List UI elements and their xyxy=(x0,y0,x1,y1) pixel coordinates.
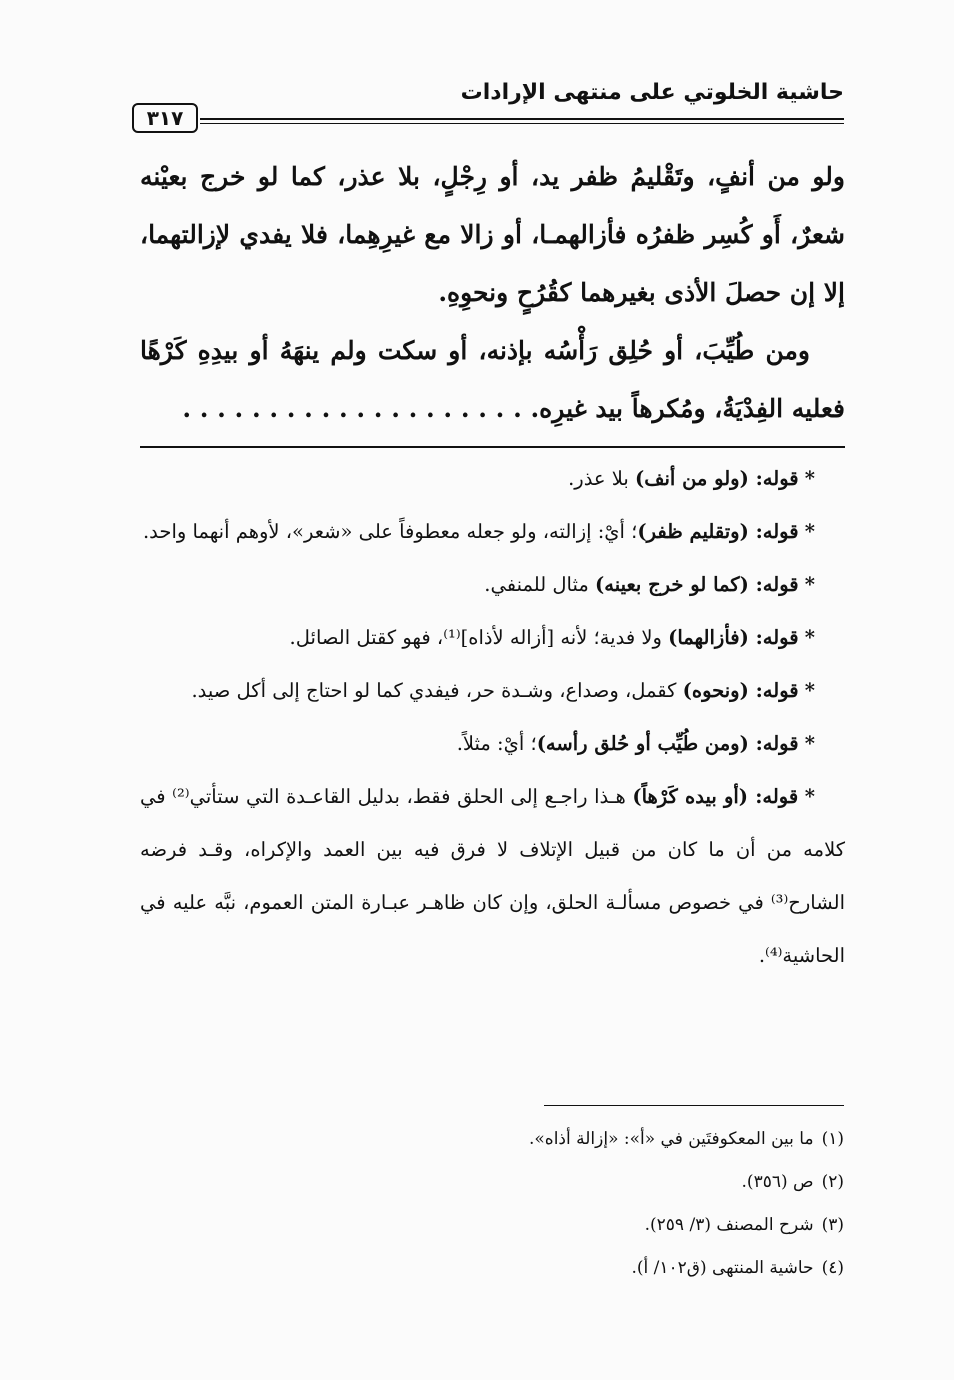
running-header-title: حاشية الخلوتي على منتهى الإرادات xyxy=(460,80,844,105)
footnote xyxy=(144,1247,844,1290)
bullet-star-icon: * xyxy=(804,520,815,543)
page-number: ٣١٧ xyxy=(132,103,198,133)
footnote-text: ص (٣٥٦). xyxy=(741,1172,814,1192)
footnote xyxy=(144,1118,844,1161)
commentary-lead: قوله: (كما لو خرج بعينه) xyxy=(595,573,799,596)
footnotes xyxy=(144,1118,844,1290)
bullet-star-icon: * xyxy=(804,732,815,755)
footnote-number: (٣) xyxy=(821,1215,844,1235)
commentary-lead: قوله: (ومن طُيِّب أو حُلق رأسه) xyxy=(536,732,799,755)
commentary-item xyxy=(140,611,845,664)
commentary-item xyxy=(140,770,845,982)
commentary-item xyxy=(140,558,845,611)
commentary xyxy=(140,452,845,982)
footnote-text: شرح المصنف (٣/ ٢٥٩). xyxy=(644,1215,814,1235)
commentary-lead: قوله: (وتقليم ظفر) xyxy=(637,520,799,543)
commentary-item xyxy=(140,452,845,505)
footnote-number: (٢) xyxy=(821,1172,844,1192)
commentary-text: مثال للمنفي. xyxy=(484,573,596,596)
main-paragraph-2: ومن طُيِّبَ، أو حُلِق رَأْسُه بإذنه، أو سكت ولم ينهَهُ أو بيدِهِ كَرْهًا فعليه الفِدْيَةُ، ومُكرهاً بيد غيرِه. . . . . . . . . . . . . . . . . . . . . xyxy=(140,336,845,423)
commentary-text: ؛ أيْ: مثلاً. xyxy=(456,732,537,755)
footnote xyxy=(144,1204,844,1247)
footnote-text: حاشية المنتهى (ق١٠٢/ أ). xyxy=(631,1258,814,1278)
footnote-number: (٤) xyxy=(821,1258,844,1278)
footnote-number: (١) xyxy=(821,1129,844,1149)
commentary-lead: قوله: (أو بيده كَرْهاً) xyxy=(632,785,799,808)
bullet-star-icon: * xyxy=(804,573,815,596)
commentary-item xyxy=(140,664,845,717)
main-text-divider xyxy=(140,446,845,448)
commentary-text: هـذا راجـع إلى الحلق فقط، بدليل القاعـدة التي ستأتي⁽²⁾ في كلامه من أن ما كان من قبيل الإتلاف لا فرق فيه بين العمد والإكراه، وقـد فرضه الشارح⁽³⁾ في خصوص مسألـة الحلق، وإن كان ظاهـر عبـارة المتن العموم، نبَّه عليه في الحاشية⁽⁴⁾. xyxy=(140,785,845,967)
bullet-star-icon: * xyxy=(804,785,815,808)
commentary-text: كقمل، وصداع، وشـدة حر، فيفدي كما لو احتاج إلى أكل صيد. xyxy=(191,679,683,702)
commentary-text: ولا فدية؛ لأنه [أزاله لأذاه]⁽¹⁾، فهو كقتل الصائل. xyxy=(289,626,669,649)
bullet-star-icon: * xyxy=(804,679,815,702)
footnote-divider xyxy=(544,1105,844,1106)
commentary-text: بلا عذر. xyxy=(568,467,636,490)
footnote-text: ما بين المعكوفتَين في «أ»: «إزالة أذاه». xyxy=(529,1129,814,1149)
bullet-star-icon: * xyxy=(804,626,815,649)
footnote xyxy=(144,1161,844,1204)
main-text xyxy=(140,148,845,438)
commentary-item xyxy=(140,717,845,770)
commentary-text: ؛ أيْ: إزالته، ولو جعله معطوفاً على «شعر»، لأوهم أنهما واحد. xyxy=(142,520,638,543)
header-rule xyxy=(200,118,844,124)
commentary-lead: قوله: (ولو من أنف) xyxy=(635,467,799,490)
commentary-item xyxy=(140,505,845,558)
commentary-lead: قوله: (فأزالهما) xyxy=(668,626,799,649)
main-paragraph-1: ولو من أنفٍ، وتَقْليمُ ظفر يد، أو رِجْلٍ، بلا عذر، كما لو خرج بعيْنه شعرٌ، أَو كُسِر ظفرُه فأزالهمـا، أو زالا مع غيرِهِما، فلا يفدي لإزالتهما، إلا إن حصلَ الأذى بغيرهما كقُرُحٍ ونحوِهِ. xyxy=(140,162,845,307)
commentary-lead: قوله: (ونحوه) xyxy=(682,679,799,702)
bullet-star-icon: * xyxy=(804,467,815,490)
